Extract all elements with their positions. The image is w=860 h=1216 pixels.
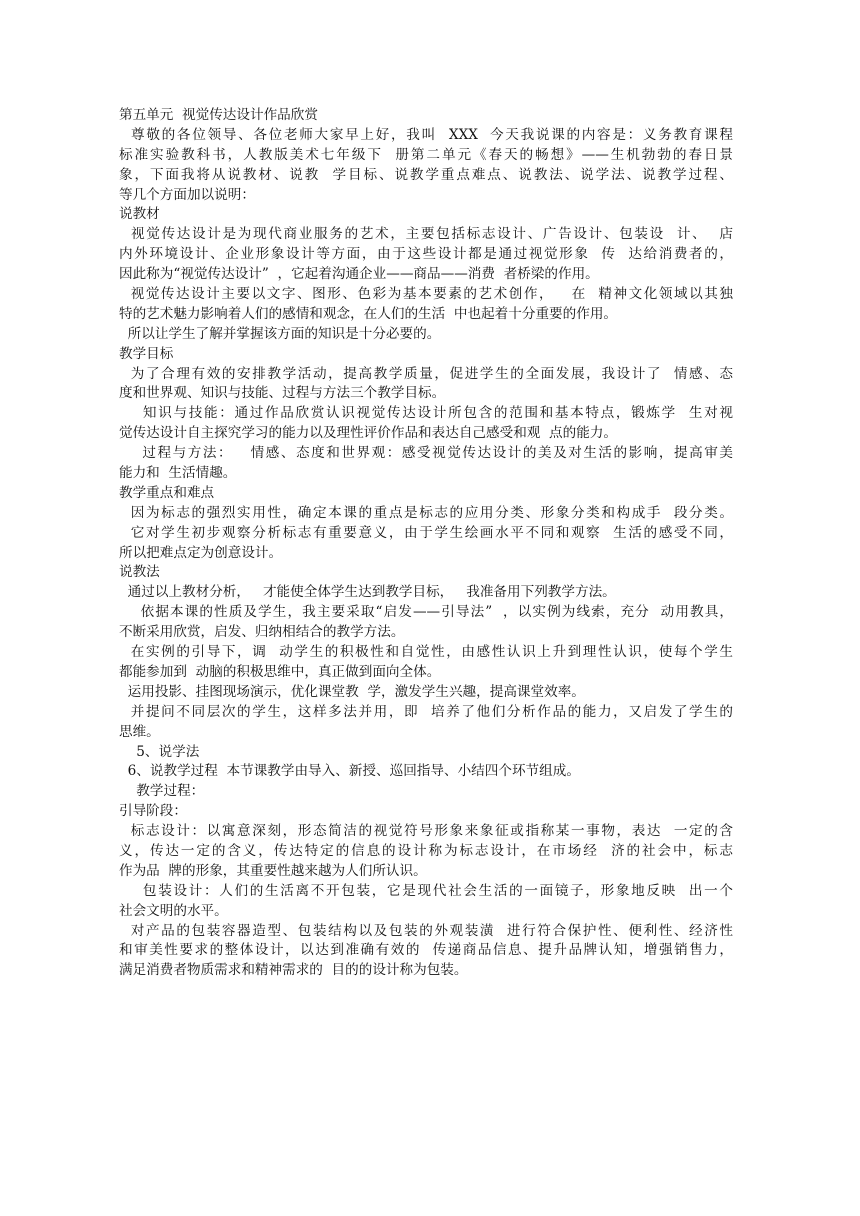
paragraph [119,703,733,743]
paragraph [119,444,733,484]
paragraph-line: 义，传达一定的含义，传达特定的信息的设计称为标志设计，在市场经 济的社会中，标志 [119,842,733,859]
paragraph [119,504,733,564]
section-heading: 说教材 [119,206,160,223]
paragraph-line: 觉传达设计自主探究学习的能力以及理性评价作品和表达自己感受和观 点的能力。 [119,425,618,442]
paragraph-line: 象，下面我将从说教材、说教 学目标、说教学重点难点、说教法、说学法、说教学过程、 [119,166,733,183]
paragraph-line: 对产品的包装容器造型、包装结构以及包装的外观装潢 进行符合保护性、便利性、经济性 [119,922,733,939]
document-title: 第五单元 视觉传达设计作品欣赏 [119,107,318,123]
paragraph-line: 作为品 牌的形象，其重要性越来越为人们所认识。 [119,862,427,879]
paragraph-line: 标志设计：以寓意深刻，形态简洁的视觉符号形象来象征或指称某一事物，表达 一定的含 [119,823,733,840]
paragraph-line: 为了合理有效的安排教学活动，提高教学质量，促进学生的全面发展，我设计了 情感、态 [119,365,733,382]
paragraph-line: 不断采用欣赏，启发、归纳相结合的教学方法。 [119,624,405,641]
paragraph [119,404,733,444]
paragraph-line: 视觉传达设计是为现代商业服务的艺术，主要包括标志设计、广告设计、包装设 计、 店 [119,226,733,243]
paragraph [119,882,733,922]
paragraph-line: 依据本课的性质及学生，我主要采取“启发——引导法” ，以实例为线索，充分 动用教具， [119,604,733,621]
document-page [119,106,733,981]
paragraph [119,126,733,206]
paragraph-line: 教学过程： [119,783,205,800]
paragraph-line: 都能参加到 动脑的积极思维中，真正做到面向全体。 [119,663,441,680]
paragraph-line: 包装设计：人们的生活离不开包装，它是现代社会生活的一面镜子，形象地反映 出一个 [119,882,733,899]
paragraph-line: 通过以上教材分析， 才能使全体学生达到教学目标， 我准备用下列教学方法。 [119,584,616,601]
paragraph-line: 尊敬的各位领导、各位老师大家早上好，我叫 XXX 今天我说课的内容是：义务教育课程 [119,126,733,143]
paragraph-line: 和审美性要求的整体设计，以达到准确有效的 传递商品信息、提升品牌认知，增强销售力， [119,942,733,959]
paragraph-line: 5、说学法 [119,743,200,760]
paragraph-line: 视觉传达设计主要以文字、图形、色彩为基本要素的艺术创作， 在 精神文化领域以其独 [119,286,733,303]
section-heading: 教学目标 [119,345,174,362]
paragraph [119,683,733,703]
paragraph-line: 因为标志的强烈实用性，确定本课的重点是标志的应用分类、形象分类和构成手 段分类。 [119,504,733,521]
paragraph [119,782,733,802]
paragraph-line: 过程与方法： 情感、态度和世界观：感受视觉传达设计的美及对生活的影响，提高审美 [119,445,733,462]
paragraph-line: 它对学生初步观察分析标志有重要意义，由于学生绘画水平不同和观察 生活的感受不同， [119,524,733,541]
paragraph [119,822,733,882]
paragraph-line: 在实例的引导下，调 动学生的积极性和自觉性，由感性认识上升到理性认识，使每个学生 [119,644,733,661]
paragraph-line: 6、说教学过程 本节课教学由导入、新授、巡回指导、小结四个环节组成。 [119,763,580,780]
paragraph-line: 所以让学生了解并掌握该方面的知识是十分必要的。 [119,325,441,342]
section-heading: 教学重点和难点 [119,484,215,501]
section-heading: 说教法 [119,564,160,581]
paragraph-line: 能力和 生活情趣。 [119,465,237,482]
paragraph [119,643,733,683]
paragraph [119,285,733,325]
paragraph [119,365,733,405]
paragraph [119,762,733,782]
paragraph-line: 思维。 [119,723,160,740]
paragraph [119,743,733,763]
paragraph [119,225,733,285]
paragraph-line: 运用投影、挂图现场演示，优化课堂教 学，激发学生兴趣，提高课堂效率。 [119,683,585,700]
section-heading: 引导阶段： [119,803,187,820]
paragraph-line: 并提问不同层次的学生，这样多法并用，即 培养了他们分析作品的能力，又启发了学生的 [119,703,733,720]
paragraph [119,603,733,643]
paragraph [119,922,733,982]
paragraph-line: 等几个方面加以说明： [119,186,255,203]
paragraph-line: 内外环境设计、企业形象设计等方面，由于这些设计都是通过视觉形象 传 达给消费者的， [119,246,734,263]
paragraph-line: 标准实验教科书，人教版美术七年级下 册第二单元《春天的畅想》——生机勃勃的春日景 [119,146,733,163]
document-body [119,126,733,981]
paragraph-line: 度和世界观、知识与技能、过程与方法三个教学目标。 [119,385,446,402]
paragraph [119,583,733,603]
paragraph-line: 所以把难点定为创意设计。 [119,544,283,561]
paragraph-line: 满足消费者物质需求和精神需求的 目的的设计称为包装。 [119,962,468,979]
paragraph [119,325,733,345]
paragraph-line: 特的艺术魅力影响着人们的感情和观念，在人们的生活 中也起着十分重要的作用。 [119,305,618,322]
paragraph-line: 因此称为“视觉传达设计” ，它起着沟通企业——商品——消费 者桥梁的作用。 [119,266,599,283]
paragraph-line: 社会文明的水平。 [119,902,228,919]
paragraph-line: 知识与技能：通过作品欣赏认识视觉传达设计所包含的范围和基本特点，锻炼学 生对视 [119,405,733,422]
